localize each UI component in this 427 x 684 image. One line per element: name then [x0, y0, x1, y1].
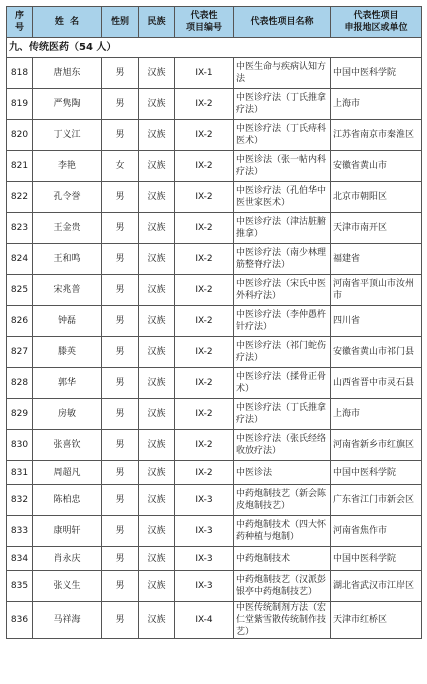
cell-code: IX-2	[175, 461, 234, 485]
cell-gender: 男	[102, 306, 139, 337]
cell-project: 中医生命与疾病认知方法	[234, 58, 331, 89]
table-row	[7, 182, 422, 213]
cell-ethnicity: 汉族	[139, 337, 175, 368]
cell-code: IX-2	[175, 368, 234, 399]
cell-name: 张义生	[33, 571, 102, 602]
cell-region: 上海市	[331, 399, 422, 430]
cell-region: 福建省	[331, 244, 422, 275]
cell-seq: 818	[7, 58, 33, 89]
cell-ethnicity: 汉族	[139, 89, 175, 120]
cell-ethnicity: 汉族	[139, 120, 175, 151]
cell-code: IX-2	[175, 120, 234, 151]
cell-seq: 834	[7, 547, 33, 571]
cell-ethnicity: 汉族	[139, 571, 175, 602]
table-row	[7, 275, 422, 306]
cell-code: IX-2	[175, 151, 234, 182]
cell-seq: 825	[7, 275, 33, 306]
table-row	[7, 244, 422, 275]
cell-name: 宋兆普	[33, 275, 102, 306]
cell-ethnicity: 汉族	[139, 399, 175, 430]
cell-ethnicity: 汉族	[139, 58, 175, 89]
cell-code: IX-2	[175, 399, 234, 430]
cell-project: 中医诊疗法（津沽脏腑推拿）	[234, 213, 331, 244]
cell-seq: 828	[7, 368, 33, 399]
document-page	[6, 6, 421, 639]
cell-name: 房敏	[33, 399, 102, 430]
cell-region: 河南省平顶山市汝州市	[331, 275, 422, 306]
table-row	[7, 89, 422, 120]
cell-ethnicity: 汉族	[139, 602, 175, 639]
table-row	[7, 461, 422, 485]
cell-ethnicity: 汉族	[139, 275, 175, 306]
cell-seq: 832	[7, 485, 33, 516]
cell-seq: 826	[7, 306, 33, 337]
cell-code: IX-2	[175, 182, 234, 213]
inheritor-table	[6, 6, 422, 639]
cell-ethnicity: 汉族	[139, 213, 175, 244]
cell-gender: 男	[102, 182, 139, 213]
cell-code: IX-2	[175, 430, 234, 461]
cell-code: IX-2	[175, 306, 234, 337]
table-body	[7, 38, 422, 639]
cell-ethnicity: 汉族	[139, 306, 175, 337]
cell-seq: 821	[7, 151, 33, 182]
cell-project: 中医诊疗法（宋氏中医外科疗法）	[234, 275, 331, 306]
cell-code: IX-3	[175, 516, 234, 547]
cell-gender: 男	[102, 516, 139, 547]
header-region: 代表性项目 申报地区或单位	[331, 7, 422, 38]
cell-seq: 823	[7, 213, 33, 244]
section-row	[7, 38, 422, 58]
cell-name: 郭华	[33, 368, 102, 399]
cell-ethnicity: 汉族	[139, 368, 175, 399]
header-code: 代表性 项目编号	[175, 7, 234, 38]
cell-seq: 822	[7, 182, 33, 213]
cell-name: 肖永庆	[33, 547, 102, 571]
cell-name: 李艳	[33, 151, 102, 182]
cell-region: 天津市红桥区	[331, 602, 422, 639]
cell-code: IX-1	[175, 58, 234, 89]
table-row	[7, 430, 422, 461]
cell-gender: 男	[102, 571, 139, 602]
cell-seq: 831	[7, 461, 33, 485]
table-row	[7, 602, 422, 639]
cell-name: 钟磊	[33, 306, 102, 337]
header-seq: 序 号	[7, 7, 33, 38]
table-row	[7, 337, 422, 368]
cell-gender: 男	[102, 213, 139, 244]
cell-name: 唐旭东	[33, 58, 102, 89]
cell-code: IX-3	[175, 485, 234, 516]
header-name: 姓 名	[33, 7, 102, 38]
cell-project: 中医诊疗法（孔伯华中医世家医术）	[234, 182, 331, 213]
cell-name: 孔令誉	[33, 182, 102, 213]
table-header	[7, 7, 422, 38]
cell-gender: 男	[102, 337, 139, 368]
cell-region: 北京市朝阳区	[331, 182, 422, 213]
cell-gender: 男	[102, 275, 139, 306]
cell-region: 湖北省武汉市江岸区	[331, 571, 422, 602]
cell-project: 中药炮制技术（四大怀药种植与炮制）	[234, 516, 331, 547]
cell-code: IX-2	[175, 89, 234, 120]
cell-ethnicity: 汉族	[139, 485, 175, 516]
table-row	[7, 547, 422, 571]
table-row	[7, 58, 422, 89]
cell-gender: 男	[102, 368, 139, 399]
cell-region: 河南省新乡市红旗区	[331, 430, 422, 461]
header-gender: 性别	[102, 7, 139, 38]
cell-name: 康明轩	[33, 516, 102, 547]
cell-code: IX-3	[175, 571, 234, 602]
cell-seq: 819	[7, 89, 33, 120]
cell-project: 中医诊疗法（南少林理筋整脊疗法）	[234, 244, 331, 275]
cell-project: 中医诊疗法（丁氏推拿疗法）	[234, 399, 331, 430]
cell-code: IX-2	[175, 275, 234, 306]
cell-ethnicity: 汉族	[139, 151, 175, 182]
cell-region: 河南省焦作市	[331, 516, 422, 547]
cell-ethnicity: 汉族	[139, 547, 175, 571]
cell-ethnicity: 汉族	[139, 461, 175, 485]
cell-region: 中国中医科学院	[331, 547, 422, 571]
cell-region: 天津市南开区	[331, 213, 422, 244]
cell-project: 中医诊疗法（祁门蛇伤疗法）	[234, 337, 331, 368]
cell-region: 上海市	[331, 89, 422, 120]
cell-seq: 829	[7, 399, 33, 430]
section-title: 九、传统医药（54 人）	[7, 38, 422, 58]
cell-project: 中药炮制技艺（新会陈皮炮制技艺）	[234, 485, 331, 516]
cell-name: 滕英	[33, 337, 102, 368]
cell-code: IX-2	[175, 244, 234, 275]
header-project: 代表性项目名称	[234, 7, 331, 38]
cell-gender: 男	[102, 120, 139, 151]
cell-gender: 男	[102, 58, 139, 89]
cell-region: 四川省	[331, 306, 422, 337]
cell-gender: 女	[102, 151, 139, 182]
cell-project: 中医诊疗法（丁氏推拿疗法）	[234, 89, 331, 120]
cell-project: 中药炮制技术	[234, 547, 331, 571]
cell-region: 安徽省黄山市	[331, 151, 422, 182]
table-row	[7, 120, 422, 151]
table-row	[7, 151, 422, 182]
cell-project: 中医诊法	[234, 461, 331, 485]
cell-gender: 男	[102, 602, 139, 639]
cell-project: 中医传统制剂方法（宏仁堂紫雪散传统制作技艺）	[234, 602, 331, 639]
cell-region: 中国中医科学院	[331, 58, 422, 89]
cell-code: IX-3	[175, 547, 234, 571]
cell-project: 中医诊法（张一帖内科疗法）	[234, 151, 331, 182]
cell-region: 中国中医科学院	[331, 461, 422, 485]
cell-region: 安徽省黄山市祁门县	[331, 337, 422, 368]
cell-gender: 男	[102, 430, 139, 461]
cell-gender: 男	[102, 485, 139, 516]
cell-code: IX-4	[175, 602, 234, 639]
table-row	[7, 213, 422, 244]
cell-ethnicity: 汉族	[139, 244, 175, 275]
cell-seq: 820	[7, 120, 33, 151]
cell-name: 王金贵	[33, 213, 102, 244]
cell-name: 陈柏忠	[33, 485, 102, 516]
cell-gender: 男	[102, 399, 139, 430]
cell-code: IX-2	[175, 213, 234, 244]
cell-name: 丁义江	[33, 120, 102, 151]
cell-region: 广东省江门市新会区	[331, 485, 422, 516]
cell-project: 中医诊疗法（张氏经络收放疗法）	[234, 430, 331, 461]
cell-seq: 830	[7, 430, 33, 461]
cell-name: 严隽陶	[33, 89, 102, 120]
cell-gender: 男	[102, 89, 139, 120]
table-row	[7, 399, 422, 430]
cell-project: 中医诊疗法（揉骨正骨术）	[234, 368, 331, 399]
cell-gender: 男	[102, 244, 139, 275]
cell-name: 张喜钦	[33, 430, 102, 461]
cell-project: 中药炮制技艺（汉派彭银亭中药炮制技艺）	[234, 571, 331, 602]
cell-ethnicity: 汉族	[139, 516, 175, 547]
cell-seq: 836	[7, 602, 33, 639]
table-row	[7, 306, 422, 337]
cell-region: 江苏省南京市秦淮区	[331, 120, 422, 151]
cell-gender: 男	[102, 547, 139, 571]
cell-ethnicity: 汉族	[139, 182, 175, 213]
cell-project: 中医诊疗法（李仲愚杵针疗法）	[234, 306, 331, 337]
cell-ethnicity: 汉族	[139, 430, 175, 461]
cell-code: IX-2	[175, 337, 234, 368]
cell-seq: 833	[7, 516, 33, 547]
table-row	[7, 368, 422, 399]
table-row	[7, 485, 422, 516]
cell-seq: 835	[7, 571, 33, 602]
cell-name: 马祥海	[33, 602, 102, 639]
cell-seq: 827	[7, 337, 33, 368]
cell-name: 周超凡	[33, 461, 102, 485]
header-ethnicity: 民族	[139, 7, 175, 38]
cell-name: 王和鸣	[33, 244, 102, 275]
cell-project: 中医诊疗法（丁氏痔科医术）	[234, 120, 331, 151]
cell-seq: 824	[7, 244, 33, 275]
cell-region: 山西省晋中市灵石县	[331, 368, 422, 399]
table-row	[7, 571, 422, 602]
table-row	[7, 516, 422, 547]
cell-gender: 男	[102, 461, 139, 485]
